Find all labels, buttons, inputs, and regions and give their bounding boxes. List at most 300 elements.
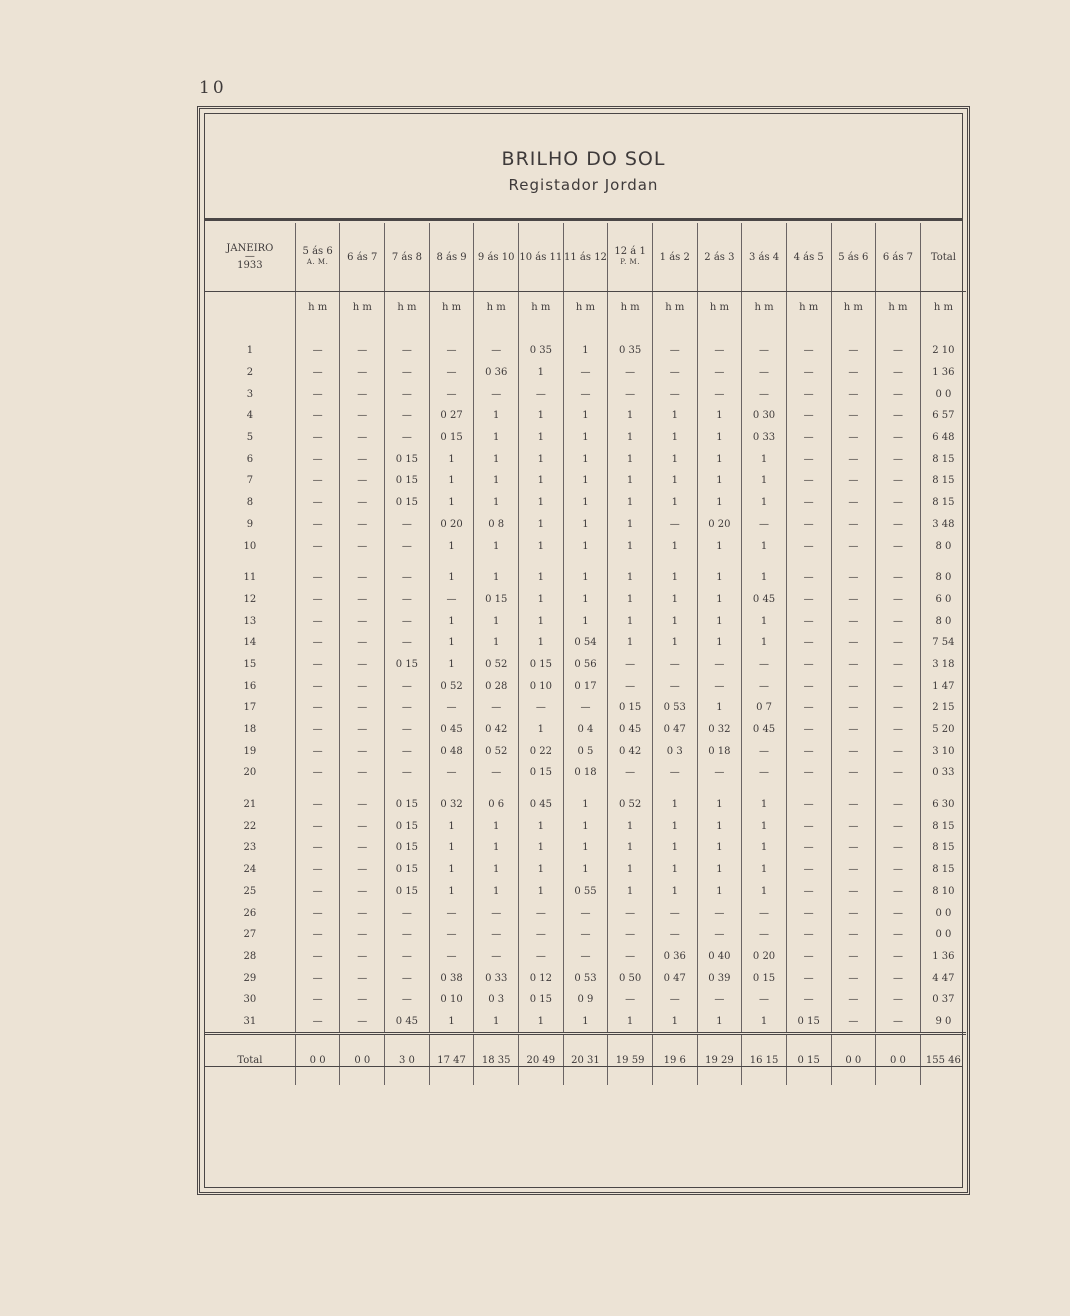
hour-value: — [295, 794, 340, 816]
day-total: 8 0 [920, 567, 966, 589]
hour-value: — [786, 492, 831, 514]
spacer-cell [876, 557, 921, 567]
hour-value: 0 6 [474, 794, 519, 816]
table-row [205, 567, 966, 589]
hour-value: 1 [742, 794, 787, 816]
table-row [205, 989, 966, 1011]
hour-value: — [340, 967, 385, 989]
hour-value: — [608, 989, 653, 1011]
day-number: 18 [243, 724, 257, 736]
hour-value: 0 39 [697, 967, 742, 989]
hour-value: 1 [697, 448, 742, 470]
unit-label: h m [742, 292, 787, 341]
hour-header [519, 223, 564, 292]
hour-value: — [831, 675, 876, 697]
hour-value: — [786, 740, 831, 762]
hour-value: 1 [608, 1011, 653, 1034]
hour-value: — [563, 902, 608, 924]
day-number: 6 [246, 453, 254, 465]
day-total: 4 47 [920, 967, 966, 989]
hour-value: — [295, 815, 340, 837]
hour-value: — [786, 697, 831, 719]
hour-value: — [340, 989, 385, 1011]
hour-value: 1 [563, 448, 608, 470]
hour-value: — [340, 340, 385, 362]
spacer-cell [474, 784, 519, 794]
hour-value: — [340, 675, 385, 697]
hour-header-label: 4 ás 5 [793, 251, 824, 263]
day-number: 8 [246, 497, 254, 509]
hour-value: 1 [474, 859, 519, 881]
hour-value: — [742, 989, 787, 1011]
hour-value: — [340, 610, 385, 632]
hour-value: 0 10 [519, 675, 564, 697]
column-total: 0 0 [876, 1034, 921, 1086]
hour-value: 1 [697, 427, 742, 449]
hour-value: 0 15 [742, 967, 787, 989]
day-number: 21 [243, 799, 257, 811]
hour-header [652, 223, 697, 292]
hour-value: 1 [563, 859, 608, 881]
day-total: 1 36 [920, 362, 966, 384]
hour-value: 0 15 [385, 448, 430, 470]
hour-value: — [831, 815, 876, 837]
hour-value: — [340, 589, 385, 611]
hour-value: — [876, 383, 921, 405]
unit-label: h m [519, 292, 564, 341]
column-total: 17 47 [429, 1034, 474, 1086]
hour-value: — [652, 762, 697, 784]
hour-value: 1 [519, 362, 564, 384]
hour-value: 1 [429, 470, 474, 492]
hour-value: 1 [608, 405, 653, 427]
unit-label: h m [831, 292, 876, 341]
hour-header-label: 1 ás 2 [659, 251, 690, 263]
hour-value: — [385, 340, 430, 362]
hour-value: — [742, 654, 787, 676]
hour-value: — [831, 514, 876, 536]
unit-label: h m [429, 292, 474, 341]
hour-value: — [652, 989, 697, 1011]
unit-blank [205, 292, 295, 341]
hour-value: — [876, 762, 921, 784]
hour-value: — [385, 514, 430, 536]
hour-header-label: 9 ás 10 [477, 251, 515, 263]
hour-header-label: 3 ás 4 [748, 251, 780, 263]
hour-value: — [295, 589, 340, 611]
day-number: 29 [243, 972, 257, 984]
hour-value: 1 [474, 1011, 519, 1034]
hour-value: 0 45 [742, 589, 787, 611]
hour-value: — [652, 924, 697, 946]
hour-value: — [295, 989, 340, 1011]
hour-value: 1 [519, 535, 564, 557]
hour-value: 1 [563, 535, 608, 557]
hour-value: — [652, 654, 697, 676]
hour-value: 0 45 [742, 719, 787, 741]
header-row [205, 223, 966, 292]
hour-value: 1 [563, 492, 608, 514]
grand-total: 155 46 [920, 1034, 966, 1086]
hour-value: 1 [608, 448, 653, 470]
hour-value: 0 8 [474, 514, 519, 536]
hour-value: 1 [429, 535, 474, 557]
hour-value: — [295, 902, 340, 924]
day-number: 15 [243, 658, 257, 670]
hour-value: — [429, 383, 474, 405]
spacer-cell [474, 557, 519, 567]
day-total: 8 0 [920, 535, 966, 557]
column-total: 20 31 [563, 1034, 608, 1086]
hour-value: — [340, 448, 385, 470]
hour-value: — [876, 589, 921, 611]
year-label: 1933 [237, 260, 263, 271]
unit-label: h m [876, 292, 921, 341]
day-number: 2 [246, 367, 254, 379]
hour-value: — [786, 470, 831, 492]
hour-value: — [876, 340, 921, 362]
unit-label: h m [340, 292, 385, 341]
spacer-cell [831, 784, 876, 794]
hour-value: 1 [519, 719, 564, 741]
hour-value: — [697, 340, 742, 362]
hour-value: 0 42 [474, 719, 519, 741]
hour-value: 0 47 [652, 967, 697, 989]
hour-value: — [295, 675, 340, 697]
hour-value: — [786, 924, 831, 946]
hour-value: 0 53 [563, 967, 608, 989]
hour-value: — [295, 514, 340, 536]
hour-value: — [876, 448, 921, 470]
table-row [205, 427, 966, 449]
hour-value: — [563, 383, 608, 405]
hour-value: — [474, 697, 519, 719]
hour-value: — [563, 362, 608, 384]
hour-value: 1 [652, 859, 697, 881]
hour-value: 1 [742, 448, 787, 470]
hour-value: — [295, 448, 340, 470]
hour-value: — [295, 967, 340, 989]
day-total: 8 15 [920, 815, 966, 837]
hour-value: 1 [608, 859, 653, 881]
hour-value: — [786, 902, 831, 924]
hour-header-label: 5 ás 6 [302, 246, 333, 257]
hour-value: 1 [563, 470, 608, 492]
hour-value: 1 [519, 632, 564, 654]
hour-value: — [742, 340, 787, 362]
spacer-cell [429, 784, 474, 794]
spacer-cell [920, 557, 966, 567]
hour-value: 0 35 [608, 340, 653, 362]
spacer-cell [608, 557, 653, 567]
hour-value: 1 [608, 492, 653, 514]
day-total: 6 48 [920, 427, 966, 449]
hour-value: — [340, 405, 385, 427]
hour-value: 0 45 [519, 794, 564, 816]
unit-label: h m [608, 292, 653, 341]
hour-value: — [831, 762, 876, 784]
hour-value: 1 [608, 589, 653, 611]
hour-value: — [652, 514, 697, 536]
hour-value: — [563, 924, 608, 946]
column-total: 3 0 [385, 1034, 430, 1086]
hour-value: 1 [474, 448, 519, 470]
hour-value: — [786, 632, 831, 654]
hour-value: 0 15 [385, 470, 430, 492]
hour-value: 0 42 [608, 740, 653, 762]
hour-value: 1 [742, 1011, 787, 1034]
hour-value: 0 45 [429, 719, 474, 741]
hour-value: 1 [652, 1011, 697, 1034]
hour-value: — [786, 383, 831, 405]
hour-value: 0 27 [429, 405, 474, 427]
day-total: 3 48 [920, 514, 966, 536]
hour-value: 1 [697, 881, 742, 903]
unit-label: h m [563, 292, 608, 341]
hour-value: — [385, 362, 430, 384]
hour-value: — [876, 492, 921, 514]
hour-value: 1 [652, 492, 697, 514]
hour-value: — [831, 654, 876, 676]
day-number: 14 [243, 637, 257, 649]
totals-label: Total [205, 1034, 295, 1086]
hour-value: 0 20 [697, 514, 742, 536]
hour-value: — [831, 405, 876, 427]
hour-value: — [563, 697, 608, 719]
hour-value: 1 [742, 632, 787, 654]
hour-value: 1 [474, 470, 519, 492]
table-row [205, 535, 966, 557]
day-number: 4 [246, 410, 254, 422]
hour-value: 1 [608, 881, 653, 903]
spacer-cell [205, 784, 295, 794]
hour-value: — [831, 794, 876, 816]
hour-value: — [742, 362, 787, 384]
hour-value: — [608, 654, 653, 676]
hour-value: — [295, 383, 340, 405]
hour-value: 1 [429, 815, 474, 837]
hour-value: — [786, 535, 831, 557]
hour-value: — [697, 383, 742, 405]
hour-value: — [831, 589, 876, 611]
hour-value: — [519, 902, 564, 924]
hour-value: 0 3 [474, 989, 519, 1011]
day-number: 11 [243, 572, 257, 584]
hour-value: — [340, 567, 385, 589]
hour-value: — [742, 902, 787, 924]
column-total: 19 59 [608, 1034, 653, 1086]
hour-value: — [831, 967, 876, 989]
day-total: 8 15 [920, 448, 966, 470]
hour-value: 1 [429, 1011, 474, 1034]
day-number: 27 [243, 929, 257, 941]
hour-value: — [519, 383, 564, 405]
hour-value: 1 [474, 881, 519, 903]
hour-value: 0 40 [697, 946, 742, 968]
hour-value: 1 [652, 535, 697, 557]
table-row [205, 924, 966, 946]
hour-value: 1 [429, 837, 474, 859]
hour-value: — [786, 514, 831, 536]
hour-value: — [608, 902, 653, 924]
hour-value: — [876, 675, 921, 697]
hour-value: — [876, 989, 921, 1011]
table-row [205, 815, 966, 837]
unit-label: h m [385, 292, 430, 341]
hour-value: 1 [697, 405, 742, 427]
hour-header [295, 223, 340, 292]
hour-value: 1 [652, 470, 697, 492]
hour-header-label: 5 ás 6 [838, 251, 869, 263]
hour-value: 0 20 [429, 514, 474, 536]
hour-value: 1 [563, 815, 608, 837]
hour-value: — [340, 740, 385, 762]
hour-value: 0 32 [429, 794, 474, 816]
column-total: 19 29 [697, 1034, 742, 1086]
hour-value: — [295, 362, 340, 384]
hour-value: 1 [742, 610, 787, 632]
spacer-cell [295, 784, 340, 794]
hour-value: — [295, 719, 340, 741]
hour-value: — [429, 902, 474, 924]
hour-value: — [295, 859, 340, 881]
hour-value: — [295, 567, 340, 589]
hour-value: — [786, 815, 831, 837]
hour-value: 1 [697, 815, 742, 837]
hour-value: — [876, 514, 921, 536]
hour-value: — [831, 946, 876, 968]
day-number: 12 [243, 593, 257, 605]
day-total: 0 0 [920, 924, 966, 946]
column-total: 0 0 [295, 1034, 340, 1086]
table-row [205, 514, 966, 536]
hour-value: — [474, 924, 519, 946]
hour-value: 0 22 [519, 740, 564, 762]
day-total: 3 18 [920, 654, 966, 676]
day-number: 17 [243, 702, 257, 714]
hour-value: 0 38 [429, 967, 474, 989]
hour-value: — [876, 697, 921, 719]
hour-value: 0 15 [429, 427, 474, 449]
hour-value: — [340, 859, 385, 881]
hour-value: — [786, 762, 831, 784]
hour-value: — [295, 535, 340, 557]
table-title: BRILHO DO SOL [501, 148, 666, 170]
hour-value: 0 5 [563, 740, 608, 762]
hour-value: 1 [519, 514, 564, 536]
hour-value: — [340, 1011, 385, 1034]
hour-value: — [295, 740, 340, 762]
table-row [205, 405, 966, 427]
hour-value: 1 [519, 881, 564, 903]
hour-value: 1 [697, 470, 742, 492]
hour-header-label: 10 ás 11 [519, 251, 563, 263]
hour-value: 1 [697, 567, 742, 589]
hour-value: — [697, 654, 742, 676]
spacer-cell [652, 557, 697, 567]
hour-header-label: 12 á 1 [614, 246, 646, 257]
hour-value: 1 [519, 859, 564, 881]
hour-value: — [474, 946, 519, 968]
hour-value: — [340, 362, 385, 384]
hour-value: 1 [697, 859, 742, 881]
hour-value: 0 7 [742, 697, 787, 719]
hour-value: — [340, 492, 385, 514]
hour-value: — [742, 762, 787, 784]
day-number: 31 [243, 1015, 257, 1027]
hour-value: 1 [474, 427, 519, 449]
table-row [205, 340, 966, 362]
hour-value: 1 [697, 589, 742, 611]
hour-value: — [295, 632, 340, 654]
hour-value: — [786, 675, 831, 697]
hour-header [608, 223, 653, 292]
hour-value: — [742, 924, 787, 946]
hour-value: — [295, 924, 340, 946]
hour-value: — [831, 383, 876, 405]
title-divider [205, 218, 962, 221]
hour-header [742, 223, 787, 292]
column-total: 0 15 [786, 1034, 831, 1086]
hour-value: 1 [742, 837, 787, 859]
spacer-cell [786, 784, 831, 794]
hour-header [340, 223, 385, 292]
hour-header [697, 223, 742, 292]
day-total: 0 0 [920, 383, 966, 405]
hour-value: 0 54 [563, 632, 608, 654]
hour-value: 1 [519, 405, 564, 427]
table-row [205, 859, 966, 881]
spacer-cell [786, 557, 831, 567]
month-dash: — [244, 251, 255, 262]
hour-value: 1 [429, 632, 474, 654]
hour-value: — [876, 1011, 921, 1034]
hour-value: 1 [519, 589, 564, 611]
hour-value: 0 18 [563, 762, 608, 784]
hour-value: 1 [608, 610, 653, 632]
hour-value: — [876, 902, 921, 924]
day-total: 6 57 [920, 405, 966, 427]
hour-value: — [876, 405, 921, 427]
hour-value: 0 45 [608, 719, 653, 741]
hour-value: — [385, 967, 430, 989]
hour-value: — [385, 632, 430, 654]
month-label: JANEIRO [226, 243, 274, 254]
hour-value: 1 [742, 881, 787, 903]
hour-value: — [295, 470, 340, 492]
day-number: 20 [243, 767, 257, 779]
table-row [205, 740, 966, 762]
hour-value: 1 [563, 405, 608, 427]
hour-value: — [340, 902, 385, 924]
hour-value: — [340, 837, 385, 859]
hour-value: 0 33 [742, 427, 787, 449]
hour-value: 1 [429, 881, 474, 903]
hour-value: 0 15 [519, 762, 564, 784]
hour-header-label: 7 ás 8 [391, 251, 422, 263]
table-row [205, 794, 966, 816]
page-number: 10 [199, 78, 227, 98]
hour-value: — [429, 946, 474, 968]
hour-value: — [608, 924, 653, 946]
hour-value: 1 [652, 427, 697, 449]
hour-value: — [831, 719, 876, 741]
hour-value: — [831, 448, 876, 470]
hour-value: — [429, 362, 474, 384]
hour-value: — [831, 697, 876, 719]
hour-value: 1 [563, 1011, 608, 1034]
hour-value: — [563, 946, 608, 968]
